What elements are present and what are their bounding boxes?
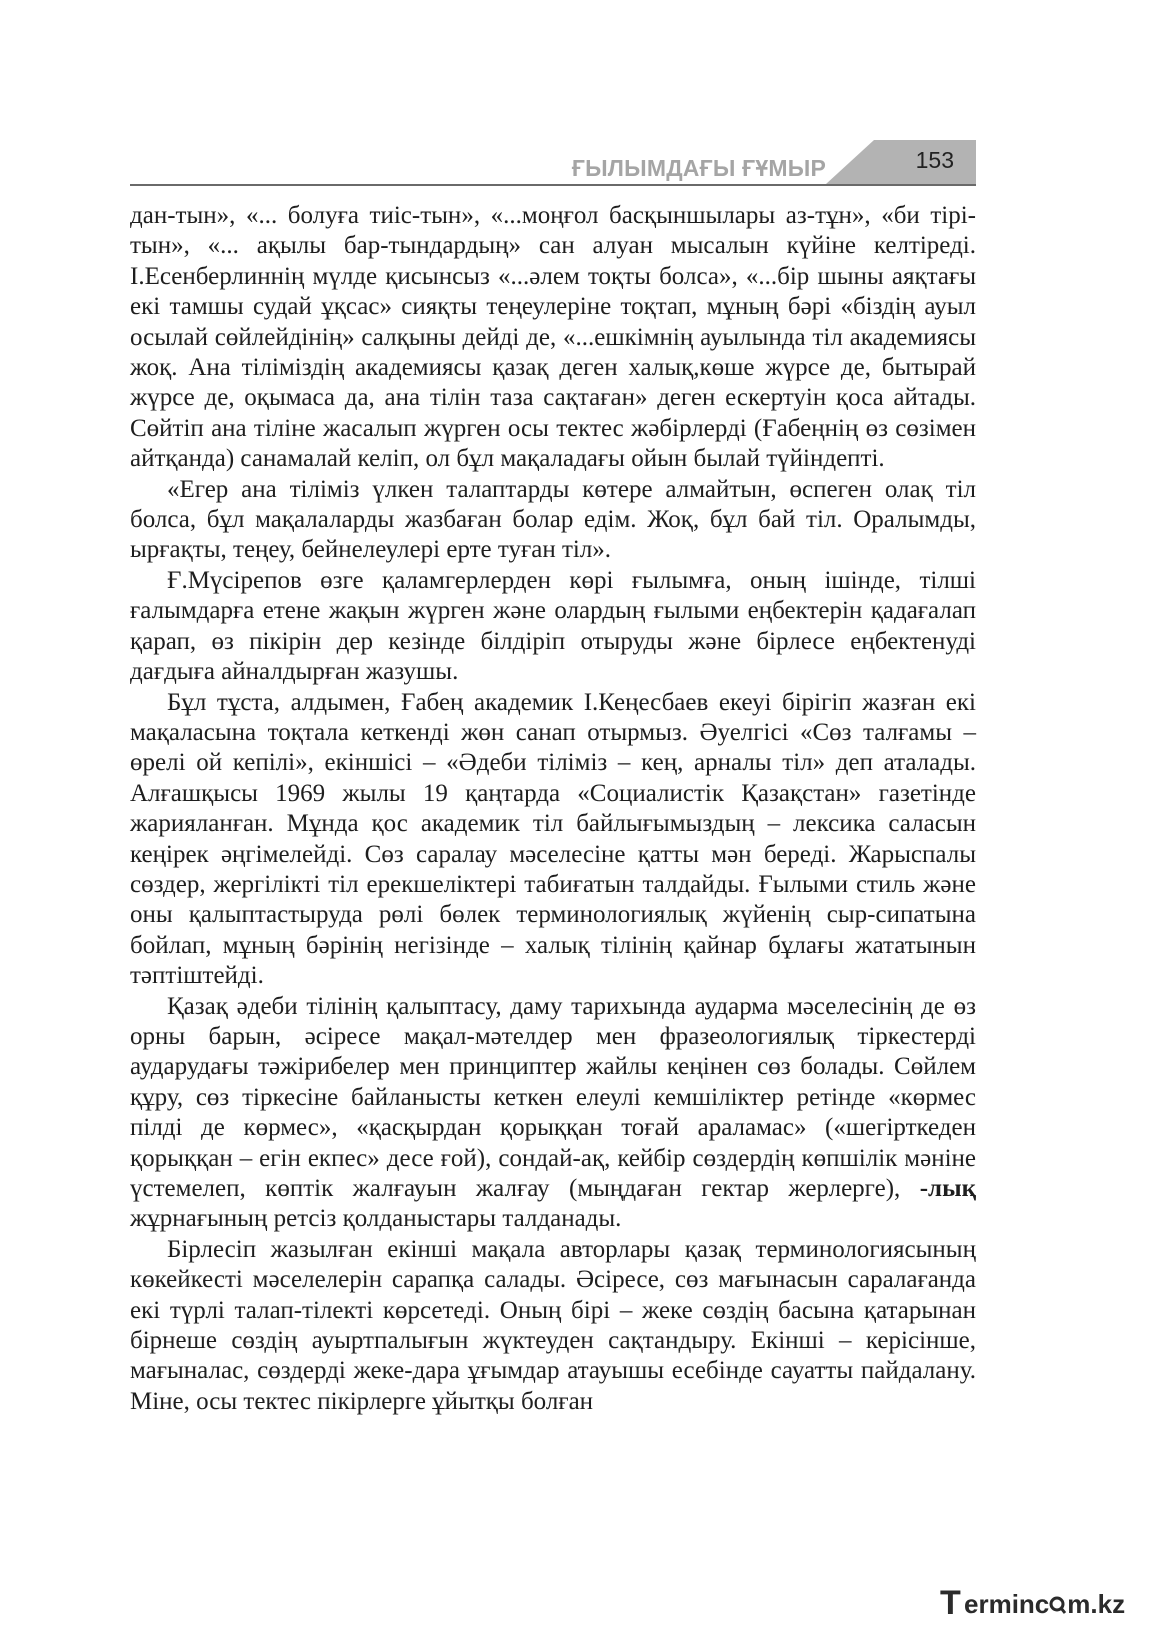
paragraph-5-text-after: жұрнағының ретсіз қолданыстары талданады. [130,1205,622,1233]
body-text [130,201,976,1417]
paragraph-5 [130,992,976,1235]
header-rule [130,184,976,186]
paragraph-6: Бірлесіп жазылған екінші мақала авторлары қазақ терминологиясының көкейкесті мәселелерін сарапқа салады. Әсіресе, сөз мағынасын саралағанда екі түрлі талап-тілекті көрсетеді. Оның бірі – жеке сөздің басына қатарынан бірнеше сөздің ауыртпалығын жүктеуден сақтандыру. Екінші – керісінше, мағыналас, сөздерді жеке-дара ұғымдар атауышы есебінде сауатты пайдалану. Міне, осы тектес пікірлерге ұйытқы болған [130,1235,976,1415]
watermark-tail: m.kz [1067,1589,1126,1619]
paragraph-1: дан-тын», «... болуға тиіс-тын», «...моңғол басқыншылары аз-тұн», «би тірі-тын», «... ақылы бар-тындардың» сан алуан мысалын күйіне келтіреді. І.Есенберлиннің мүлде қисынсыз «...әлем тоқты болса», «...бір шыны аяқтағы екі тамшы судай ұқсас» сияқты теңеулеріне тоқтап, мұның бәрі «біздің ауыл осылай сөйлейдінің» салқыны дейді де, «...ешкімнің ауылында тіл академиясы жоқ. Ана тіліміздің академиясы қазақ деген халық,көше жүрсе де, бытырай жүрсе де, оқымаса да, ана тілін таза сақтаған» деген ескертуін қоса айтады. Сөйтіп ана тіліне жасалып жүрген осы тектес жәбірлерді (Ғабеңнің өз сөзімен айтқанда) санамалай келіп, ол бұл мақаладағы ойын былай түйіндепті. [130,202,976,473]
magnifier-icon [1049,1595,1067,1615]
watermark-rest: erminc [964,1589,1050,1619]
paragraph-2: «Егер ана тіліміз үлкен талаптарды көтере алмайтын, өспеген олақ тіл болса, бұл мақалаларды жазбаған болар едім. Жоқ, бұл бай тіл. Оралымды, ырғақты, теңеу, бейнелеулері ерте туған тіл». [130,475,976,564]
page-number: 153 [915,147,954,173]
watermark-initial: T [940,1584,961,1622]
watermark-text [964,1589,1125,1619]
section-title: ҒЫЛЫМДАҒЫ ҒҰМЫР [571,155,826,181]
paragraph-5-bold-suffix: -лық [919,1175,976,1202]
running-header [130,138,976,186]
paragraph-3: Ғ.Мүсірепов өзге қаламгерлерден көрі ғылымға, оның ішінде, тілші ғалымдарға етене жақын жүрген және олардың ғылыми еңбектерін қадағалап қарап, өз пікірін дер кезінде білдіріп отыруды және бірлесе еңбектенуді дағдыға айналдырған жазушы. [130,566,976,686]
termincom-watermark [940,1583,1140,1623]
paragraph-5-text-before: Қазақ әдеби тілінің қалыптасу, даму тарихында аудармa мәселесінің де өз орны барын, әсіресе мақал-мәтелдер мен фразеологиялық тіркестерді аударудағы тәжірибелер мен принциптер жайлы кеңінен сөз болады. Сөйлем құру, сөз тіркесіне байланысты кеткен елеулі кемшіліктер ретінде «көрмес пілді де көрмес», «қасқырдан қорыққан тоғай араламас» («шегірткеден қорыққан – егін екпес» десе ғой), сондай-ақ, кейбір сөздердің көпшілік мәніне үстемелеп, көптік жалғауын жалғау (мыңдаған гектар жерлерге), [130,992,976,1202]
paragraph-4: Бұл тұста, алдымен, Ғабең академик І.Кеңесбаев екеуі бірігіп жазған екі мақаласына тоқтала кеткенді жөн санап отырмыз. Әуелгісі «Сөз талғамы – өрелі ой кепілі», екіншісі – «Әдеби тіліміз – кең, арналы тіл» деп аталады. Алғашқысы 1969 жылы 19 қаңтарда «Социалистік Қазақстан» газетінде жарияланған. Мұнда қос академик тіл байлығымыздың – лексика саласын кеңірек әңгімелейді. Сөз саралау мәселесіне қатты мән береді. Жарыспалы сөздер, жергілікті тіл ерекшеліктері табиғатын талдайды. Ғылыми стиль және оны қалыптастыруда рөлі бөлек терминологиялық жүйенің сыр-сипатына бойлап, мұның бәрінің негізінде – халық тілінің қайнар бұлағы жататынын тәптіштейді. [130,688,976,990]
